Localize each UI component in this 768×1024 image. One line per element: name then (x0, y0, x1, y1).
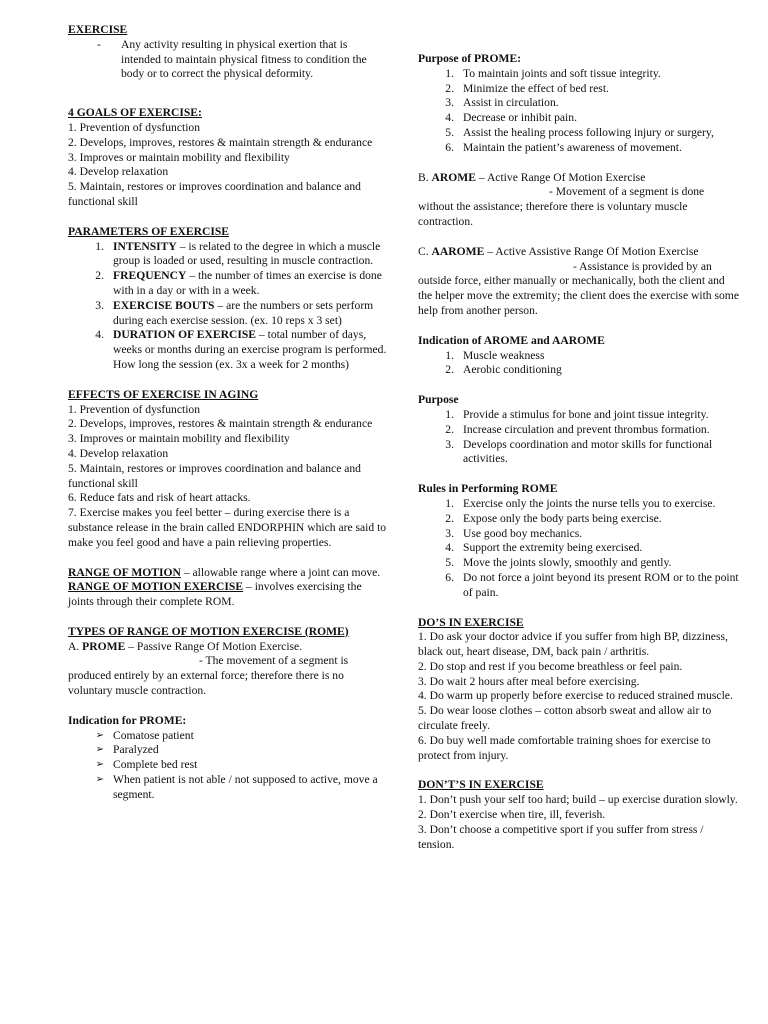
aging-item: 6. Reduce fats and risk of heart attacks. (68, 491, 251, 505)
dont-item: 1. Don’t push your self too hard; build – up exercise duration slowly. (418, 793, 738, 807)
aging-item: 1. Prevention of dysfunction (68, 402, 201, 416)
goal-item: 2. Develops, improves, restores & maintain strength & endurance (68, 135, 373, 149)
definition-text: Any activity resulting in physical exertion that is intended to maintain physical fitness to condition the body or to correct the physical deformity. (121, 37, 367, 81)
list-item (68, 269, 390, 299)
heading-types: TYPES OF RANGE OF MOTION EXERCISE (ROME) (68, 624, 349, 638)
list-item: 2. Minimize the effect of bed rest. (445, 81, 609, 95)
list-item: 3. Assist in circulation. (445, 96, 559, 110)
heading-goals: 4 GOALS OF EXERCISE: (68, 106, 202, 120)
term: RANGE OF MOTION EXERCISE (68, 580, 244, 594)
heading-indication-prome: Indication for PROME: (68, 713, 187, 727)
aging-item: 2. Develops, improves, restores & maintain strength & endurance (68, 417, 373, 431)
heading-purpose-prome: Purpose of PROME: (418, 52, 522, 65)
heading-exercise: EXERCISE (68, 23, 128, 36)
section-rom (68, 566, 390, 610)
heading-indication-arome: Indication of AROME and AAROME (418, 333, 605, 347)
arome-desc-rest: without the assistance; therefore there is voluntary muscle contraction. (418, 200, 688, 228)
aging-item: 7. Exercise makes you feel better – during exercise there is a substance release in the brain called ENDORPHIN which are said to make you feel good and have a pain relieving properties. (68, 506, 387, 549)
section-aging (68, 388, 390, 551)
goal-item: 1. Prevention of dysfunction (68, 120, 201, 134)
list-item (68, 328, 390, 372)
indication-arome-list (418, 349, 740, 379)
label: – Passive Range Of Motion Exercise. (125, 639, 303, 653)
section-goals (68, 106, 390, 210)
arrow-bullet-icon: ➢ (95, 744, 104, 756)
section-arome (418, 171, 740, 230)
exercise-definition (97, 38, 390, 82)
section-types (68, 625, 390, 699)
term: INTENSITY (113, 239, 177, 253)
indication-list (68, 729, 390, 803)
list-item: 2. Aerobic conditioning (445, 363, 562, 377)
list-item: 6. Do not force a joint beyond its present ROM or to the point of pain. (445, 570, 739, 599)
definition: – total number of days, weeks or months during an exercise program is performed. How long the session (ex. 3x a week for 2 months) (113, 328, 387, 371)
do-item: 1. Do ask your doctor advice if you suffer from high BP, dizziness, black out, heart disease, DM, back pain / arthritis. (418, 630, 728, 659)
section-exercise (68, 23, 390, 82)
list-item: 4. Decrease or inhibit pain. (445, 111, 577, 125)
arome-desc-start: - Movement of a segment is done (549, 185, 705, 199)
heading-aging: EFFECTS OF EXERCISE IN AGING (68, 387, 259, 401)
purpose-prome-list (418, 67, 740, 156)
arrow-bullet-icon: ➢ (95, 729, 104, 741)
list-item: 4. Support the extremity being exercised. (445, 541, 643, 555)
dont-item: 3. Don’t choose a competitive sport if you suffer from stress / tension. (418, 822, 704, 851)
list-number: 1. (95, 239, 104, 253)
arrow-bullet-icon: ➢ (95, 774, 104, 786)
aarome-title: C. AAROME – Active Assistive Range Of Motion Exercise (418, 244, 699, 258)
heading-parameters: PARAMETERS OF EXERCISE (68, 224, 230, 238)
list-item: 6. Maintain the patient’s awareness of movement. (445, 140, 682, 154)
aging-item: 3. Improves or maintain mobility and flexibility (68, 432, 290, 446)
definition: – the number of times an exercise is done with in a day or with in a week. (113, 269, 382, 297)
heading-purpose: Purpose (418, 393, 459, 407)
list-number: 4. (95, 328, 104, 342)
list-item: 1. Provide a stimulus for bone and joint tissue integrity. (445, 407, 709, 421)
prefix: A. (68, 639, 83, 653)
section-rules (418, 482, 740, 600)
rome-definition (68, 580, 390, 610)
section-purpose-prome (418, 52, 740, 156)
prome-title (68, 640, 390, 655)
purpose-list (418, 408, 740, 467)
term: FREQUENCY (113, 269, 187, 283)
goal-item: 3. Improves or maintain mobility and flexibility (68, 150, 290, 164)
dash-marker: - (97, 37, 101, 51)
section-indication-arome (418, 334, 740, 378)
rom-definition (68, 566, 390, 581)
list-item: 2. Expose only the body parts being exercise. (445, 511, 662, 525)
list-item: 2. Increase circulation and prevent thrombus formation. (445, 422, 710, 436)
section-dos (418, 616, 740, 764)
list-item (68, 240, 390, 270)
list-item (68, 299, 390, 329)
aarome-desc-start: - Assistance is provided by an (573, 259, 712, 273)
dont-item: 2. Don’t exercise when tire, ill, feverish. (418, 808, 606, 822)
section-donts (418, 778, 740, 852)
section-indication-prome (68, 714, 390, 803)
right-column (418, 52, 740, 867)
aarome-desc-rest: outside force, either manually or mechanically, both the client and the helper move the extremity; the client does the exercise with some help from another person. (418, 274, 739, 317)
definition: – is related to the degree in which a muscle group is loaded or used, resulting in muscle contraction. (113, 239, 381, 268)
term: DURATION OF EXERCISE (113, 328, 257, 342)
list-item: 1. Muscle weakness (445, 348, 545, 362)
prome-desc-start: - The movement of a segment is (199, 654, 349, 668)
list-item: 5. Assist the healing process following injury or surgery, (445, 125, 714, 139)
list-item: ➢ Complete bed rest (68, 758, 390, 773)
term: EXERCISE BOUTS (113, 298, 215, 312)
list-item: 5. Move the joints slowly, smoothly and gently. (445, 556, 672, 570)
heading-donts: DON’T’S IN EXERCISE (418, 778, 544, 792)
goal-item: 5. Maintain, restores or improves coordination and balance and functional skill (68, 180, 361, 208)
parameters-list (68, 240, 390, 373)
aging-item: 4. Develop relaxation (68, 446, 169, 460)
aging-item: 5. Maintain, restores or improves coordination and balance and functional skill (68, 461, 361, 490)
goal-item: 4. Develop relaxation (68, 165, 169, 179)
prome-desc-rest: produced entirely by an external force; therefore there is no voluntary muscle contraction. (68, 669, 344, 698)
list-item: ➢ Paralyzed (68, 743, 390, 758)
term: PROME (82, 639, 126, 653)
do-item: 2. Do stop and rest if you become breathless or feel pain. (418, 659, 683, 673)
arrow-bullet-icon: ➢ (95, 759, 104, 771)
list-item: 3. Use good boy mechanics. (445, 526, 583, 540)
do-item: 5. Do wear loose clothes – cotton absorb sweat and allow air to circulate freely. (418, 704, 712, 733)
do-item: 3. Do wait 2 hours after meal before exercising. (418, 674, 640, 688)
heading-rules: Rules in Performing ROME (418, 482, 558, 496)
list-item: 1. Exercise only the joints the nurse tells you to exercise. (445, 496, 716, 510)
list-number: 2. (95, 269, 104, 283)
definition: – allowable range where a joint can move. (180, 565, 381, 579)
rules-list (418, 497, 740, 601)
definition: – are the numbers or sets perform during each exercise session. (ex. 10 reps x 3 set) (113, 298, 374, 327)
list-item: ➢ Comatose patient (68, 729, 390, 744)
section-aarome (418, 245, 740, 319)
section-parameters (68, 225, 390, 373)
heading-dos: DO’S IN EXERCISE (418, 615, 524, 629)
list-item: ➢ When patient is not able / not supposed to active, move a segment. (68, 773, 390, 803)
do-item: 4. Do warm up properly before exercise to reduced strained muscle. (418, 689, 733, 703)
left-column (68, 23, 390, 818)
arome-title: B. AROME – Active Range Of Motion Exercise (418, 170, 646, 184)
term: RANGE OF MOTION (68, 565, 181, 579)
list-number: 3. (95, 298, 104, 312)
do-item: 6. Do buy well made comfortable training shoes for exercise to protect from injury. (418, 733, 711, 762)
definition: – involves exercising the joints through their complete ROM. (68, 580, 362, 609)
section-purpose (418, 393, 740, 467)
list-item: 1. To maintain joints and soft tissue integrity. (445, 66, 661, 80)
list-item: 3. Develops coordination and motor skills for functional activities. (445, 437, 713, 466)
